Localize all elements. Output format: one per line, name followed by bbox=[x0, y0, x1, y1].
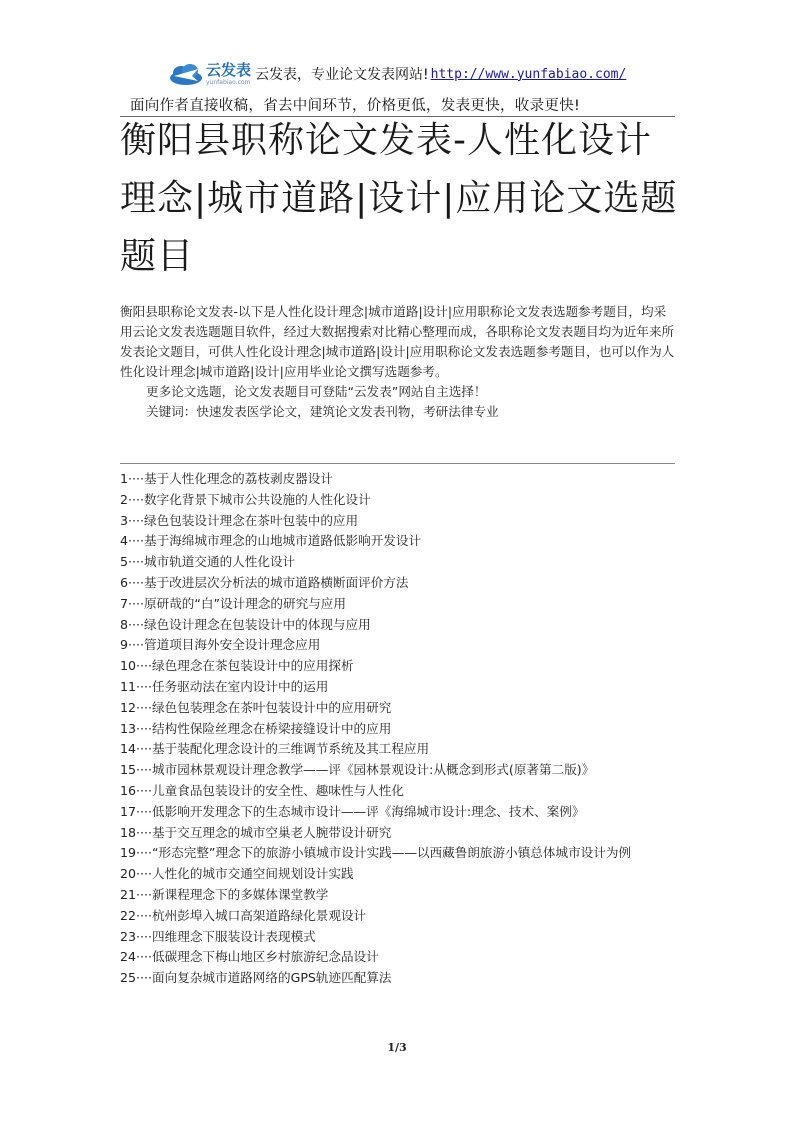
list-item: 16····儿童食品包装设计的安全性、趣味性与人性化 bbox=[120, 782, 404, 798]
list-item: 4····基于海绵城市理念的山地城市道路低影响开发设计 bbox=[120, 533, 422, 549]
list-item: 9····管道项目海外安全设计理念应用 bbox=[120, 637, 321, 653]
page-number: 1/3 bbox=[387, 1041, 407, 1054]
brand-logo[interactable] bbox=[168, 62, 251, 86]
cloud-plane-logo-icon bbox=[168, 62, 204, 86]
list-item: 18····基于交互理念的城市空巢老人腕带设计研究 bbox=[120, 824, 392, 840]
keywords-line: 关键词：快速发表医学论文，建筑论文发表刊物，考研法律专业 bbox=[146, 404, 499, 419]
site-header bbox=[120, 58, 680, 115]
list-item: 15····城市园林景观设计理念教学——评《园林景观设计:从概念到形式(原著第二版)》 bbox=[120, 762, 595, 778]
logo-domain: yunfabiao.com bbox=[206, 78, 251, 86]
intro-paragraph: 衡阳县职称论文发表-以下是人性化设计理念|城市道路|设计|应用职称论文发表选题参考题目，均采用云论文发表选题题目软件，经过大数据搜索对比精心整理而成，各职称论文发表题目均为近年来所发表论文题目，可供人性化设计理念|城市道路|设计|应用职称论文发表选题参考题目，也可以作为人性化设计理念|城市道路|设计|应用毕业论文撰写选题参考。 bbox=[120, 304, 675, 379]
list-item: 24····低碳理念下梅山地区乡村旅游纪念品设计 bbox=[120, 949, 379, 965]
list-item: 19····“形态完整”理念下的旅游小镇城市设计实践——以西藏鲁朗旅游小镇总体城市设计为例 bbox=[120, 845, 632, 861]
list-item: 25····面向复杂城市道路网络的GPS轨迹匹配算法 bbox=[120, 970, 392, 986]
more-topics-line: 更多论文选题，论文发表题目可登陆“云发表”网站自主选择！ bbox=[146, 384, 487, 399]
list-item: 11····任务驱动法在室内设计中的运用 bbox=[120, 678, 329, 694]
list-item: 13····结构性保险丝理念在桥梁接缝设计中的应用 bbox=[120, 720, 392, 736]
logo-text bbox=[206, 60, 252, 86]
list-item: 3····绿色包装设计理念在茶叶包装中的应用 bbox=[120, 512, 359, 528]
list-item: 6····基于改进层次分析法的城市道路横断面评价方法 bbox=[120, 574, 409, 590]
list-item: 14····基于装配化理念设计的三维调节系统及其工程应用 bbox=[120, 741, 430, 757]
logo-name: 云发表 bbox=[206, 60, 252, 79]
topic-list bbox=[120, 469, 680, 989]
list-item: 23····四维理念下服装设计表现模式 bbox=[120, 928, 316, 944]
list-item: 22····杭州彭埠入城口高架道路绿化景观设计 bbox=[120, 907, 367, 923]
header-tagline: 云发表，专业论文发表网站! bbox=[255, 67, 429, 83]
list-item: 8····绿色设计理念在包装设计中的体现与应用 bbox=[120, 616, 371, 632]
list-item: 21····新课程理念下的多媒体课堂教学 bbox=[120, 886, 329, 902]
list-item: 7····原研哉的“白”设计理念的研究与应用 bbox=[120, 595, 346, 611]
header-brand-row bbox=[120, 58, 680, 90]
intro-section bbox=[120, 302, 678, 422]
list-item: 17····低影响开发理念下的生态城市设计——评《海绵城市设计:理念、技术、案例》 bbox=[120, 803, 585, 819]
list-item: 10····绿色理念在茶包装设计中的应用探析 bbox=[120, 658, 354, 674]
list-item: 5····城市轨道交通的人性化设计 bbox=[120, 554, 296, 570]
header-subline: 面向作者直接收稿，省去中间环节，价格更低，发表更快，收录更快! bbox=[130, 98, 581, 114]
site-url-link[interactable]: http://www.yunfabiao.com/ bbox=[430, 66, 627, 82]
list-item: 20····人性化的城市交通空间规划设计实践 bbox=[120, 866, 354, 882]
list-item: 1····基于人性化理念的荔枝剥皮器设计 bbox=[120, 471, 333, 486]
section-divider bbox=[120, 463, 675, 464]
list-item: 2····数字化背景下城市公共设施的人性化设计 bbox=[120, 491, 371, 507]
list-item: 12····绿色包装理念在茶叶包装设计中的应用研究 bbox=[120, 699, 392, 715]
document-title: 衡阳县职称论文发表-人性化设计理念|城市道路|设计|应用论文选题题目 bbox=[120, 120, 678, 277]
